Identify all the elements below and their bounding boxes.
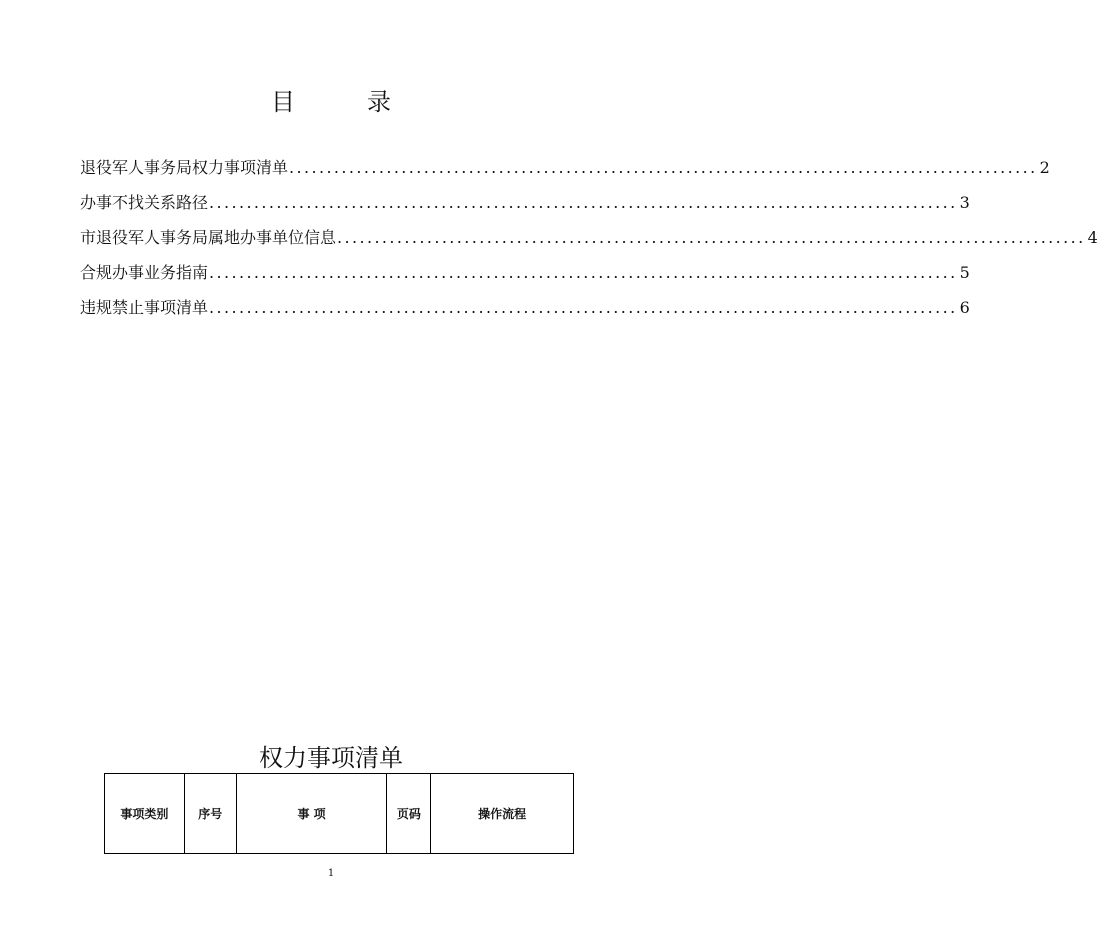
toc-entry-page: 6	[959, 298, 970, 317]
toc-entry-page: 5	[959, 263, 970, 282]
dot-leader: ....................................................................................................	[209, 298, 958, 317]
toc-entry[interactable]	[80, 290, 970, 325]
dot-leader: ....................................................................................................	[209, 263, 958, 282]
dot-leader: ....................................................................................................	[209, 193, 958, 212]
toc-entry[interactable]	[80, 255, 970, 290]
toc-entry-label: 退役军人事务局权力事项清单	[80, 158, 289, 177]
toc-entry[interactable]	[80, 220, 1098, 255]
toc-entry-page: 4	[1087, 228, 1098, 247]
header-serial: 序号	[184, 774, 236, 854]
header-category: 事项类别	[105, 774, 185, 854]
toc-entry-label: 市退役军人事务局属地办事单位信息	[80, 228, 337, 247]
power-items-table	[104, 773, 574, 854]
toc-entry-page: 3	[959, 193, 970, 212]
table-header-row	[105, 774, 574, 854]
toc-entry-page: 2	[1039, 158, 1050, 177]
header-page: 页码	[387, 774, 431, 854]
toc-entry[interactable]	[80, 185, 970, 220]
toc-title: 目 录	[271, 88, 391, 116]
toc-list	[80, 150, 1098, 325]
dot-leader: ....................................................................................................	[289, 158, 1038, 177]
header-item: 事 项	[236, 774, 387, 854]
toc-entry-label: 办事不找关系路径	[80, 193, 209, 212]
toc-entry-label: 合规办事业务指南	[80, 263, 209, 282]
section-title: 权力事项清单	[259, 744, 403, 772]
dot-leader: ....................................................................................................	[337, 228, 1086, 247]
page-number: 1	[327, 868, 335, 879]
header-procedure: 操作流程	[431, 774, 574, 854]
toc-entry[interactable]	[80, 150, 1050, 185]
toc-entry-label: 违规禁止事项清单	[80, 298, 209, 317]
